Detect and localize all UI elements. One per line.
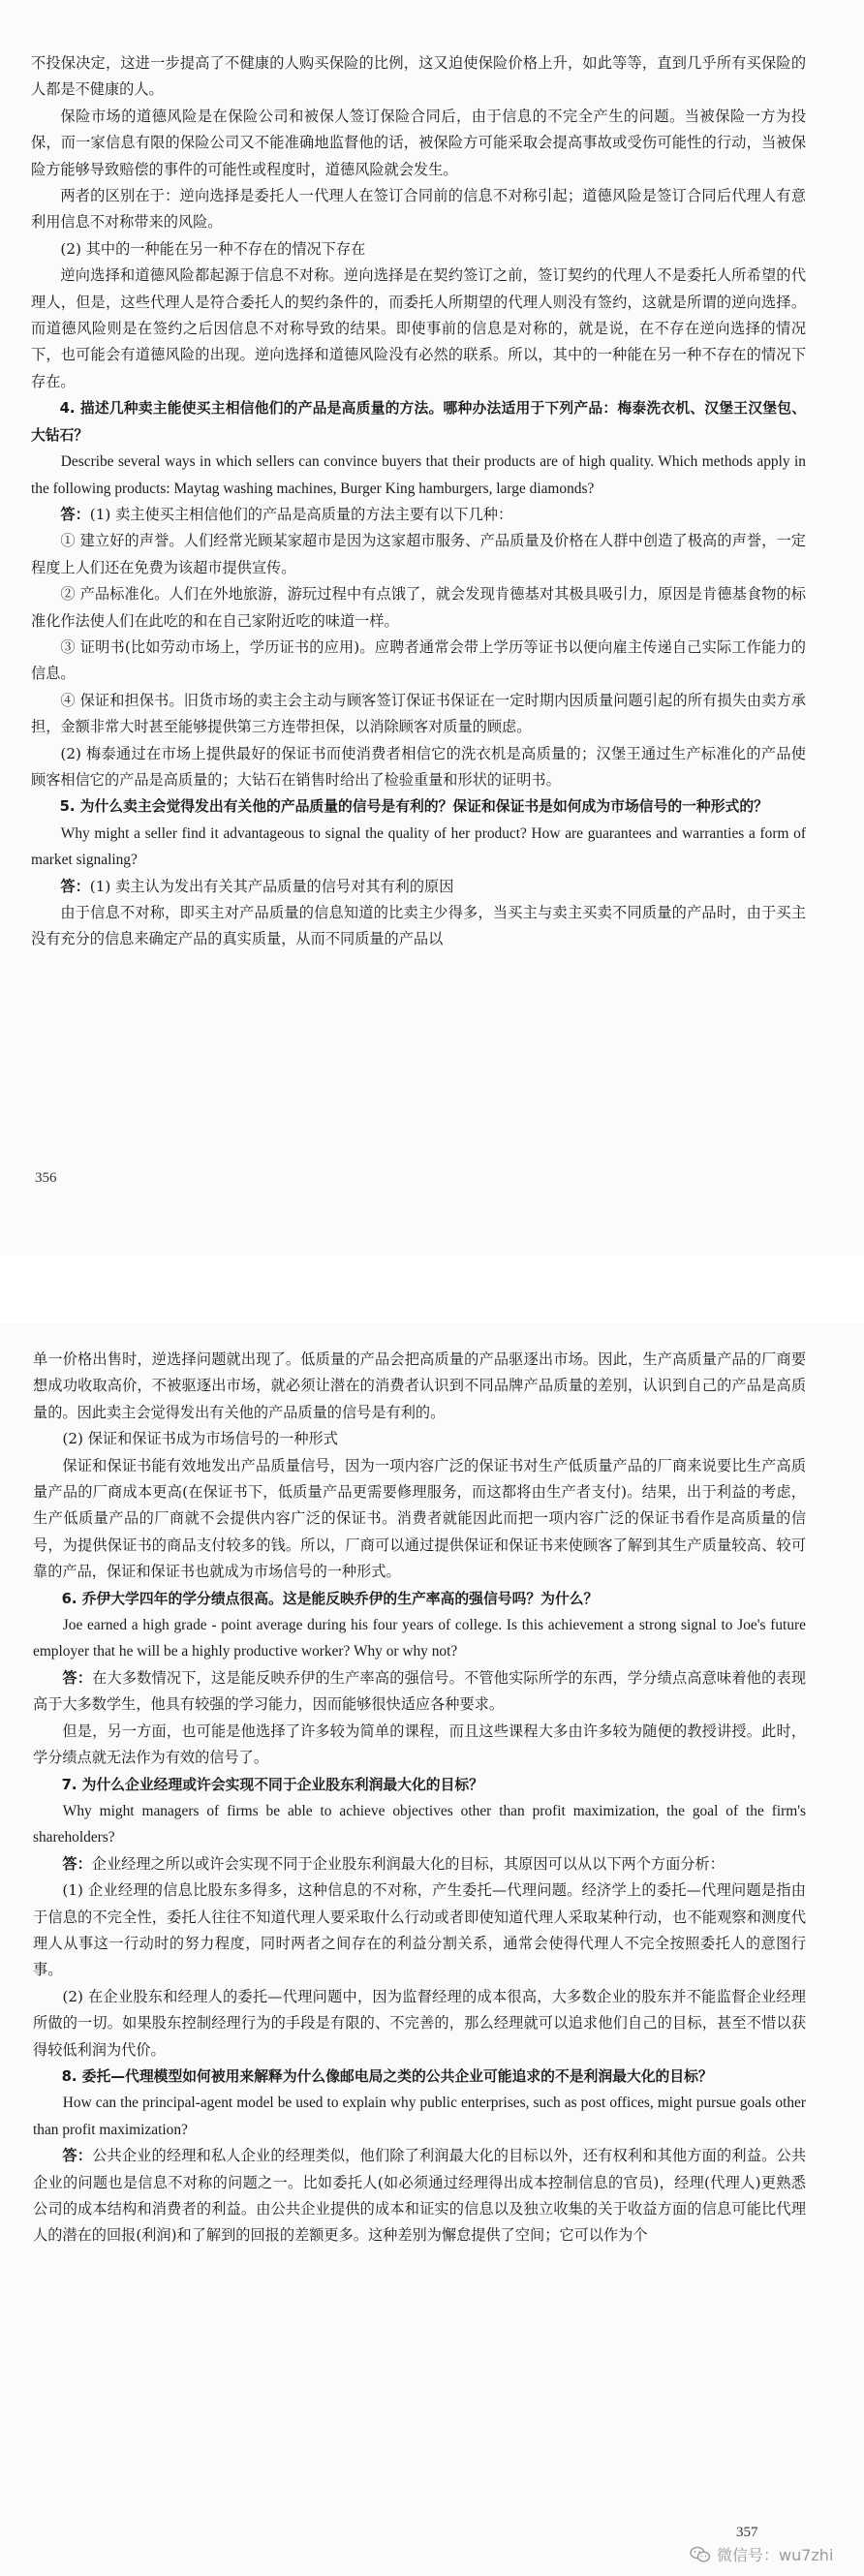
page-gap — [0, 1256, 864, 1323]
answer-label: 答： — [60, 877, 90, 895]
answer-text: (1) 卖主认为发出有关其产品质量的信号对其有利的原因 — [89, 877, 454, 895]
paragraph: 逆向选择和道德风险都起源于信息不对称。逆向选择是在契约签订之前，签订契约的代理人不是委托人所希望的代理人，但是，这些代理人是符合委托人的契约条件的，而委托人所期望的代理人则没有签约，这就是所谓的逆向选择。而道德风险则是在签约之后因信息不对称导致的结果。即使事前的信息是对称的，就是说，在不存在逆向选择的情况下，也可能会有道德风险的出现。逆向选择和道德风险没有必然的联系。所以，其中的一种能在另一种不存在的情况下存在。 — [31, 266, 806, 390]
question-heading: 5. 为什么卖主会觉得发出有关他的产品质量的信号是有利的？保证和保证书是如何成为市场信号的一种形式的？ — [59, 798, 768, 816]
paragraph: (1) 企业经理的信息比股东多得多，这种信息的不对称，产生委托—代理问题。经济学上的委托—代理问题是指由于信息的不完全性，委托人往往不知道代理人要采取什么行动或者即使知道代理人采取某种行动，也不能观察和测度代理人从事这一行动时的努力程度，同时两者之间存在的利益分割关系，通常会使得代理人不完全按照委托人的意图行事。 — [33, 1881, 806, 1979]
english-question: How can the principal-agent model be used to explain why public enterprises, such as post offices, might pursue goals other than profit maximization? — [33, 2095, 806, 2138]
page-number: 357 — [736, 2525, 758, 2540]
answer-text: 在大多数情况下，这是能反映乔伊的生产率高的强信号。不管他实际所学的东西，学分绩点高意味着他的表现高于大多数学生，他具有较强的学习能力，因而能够很快适应各种要求。 — [33, 1668, 807, 1714]
answer-paragraph — [31, 502, 806, 528]
question-heading: 8. 委托—代理模型如何被用来解释为什么像邮电局之类的公共企业可能追求的不是利润最大化的目标？ — [61, 2067, 713, 2085]
subheading: (2) 保证和保证书成为市场信号的一种形式 — [62, 1430, 338, 1448]
answer-paragraph — [33, 1851, 806, 1878]
paragraph: ① 建立好的声誉。人们经常光顾某家超市是因为这家超市服务、产品质量及价格在人群中创造了极高的声誉，一定程度上人们还在免费为该超市提供宣传。 — [31, 532, 806, 576]
english-question: Why might managers of firms be able to achieve objectives other than profit maximization, the goal of the firm's shareholders? — [33, 1802, 806, 1847]
page-number: 356 — [35, 1170, 57, 1186]
question-heading: 6. 乔伊大学四年的学分绩点很高。这是能反映乔伊的生产率高的强信号吗？为什么？ — [61, 1590, 599, 1607]
paragraph: 保险市场的道德风险是在保险公司和被保人签订保险合同后，由于信息的不完全产生的问题。当被保险一方为投保，而一家信息有限的保险公司又不能准确地监督他的话，被保险方可能采取会提高事故或受伤可能性的行动，当被保险方能够导致赔偿的事件的可能性或程度时，道德风险就会发生。 — [31, 107, 806, 178]
answer-text: 企业经理之所以或许会实现不同于企业股东利润最大化的目标，其原因可以从以下两个方面分析： — [91, 1854, 725, 1873]
book-page-357 — [0, 1323, 864, 2576]
paragraph: (2) 在企业股东和经理人的委托—代理问题中，因为监督经理的成本很高，大多数企业的股东并不能监督企业经理所做的一切。如果股东控制经理行为的手段是有限的、不完善的，那么经理就可以追求他们自己的目标，甚至不惜以获得较低利润为代价。 — [33, 1987, 806, 2059]
answer-label: 答： — [62, 1668, 93, 1687]
paragraph: ② 产品标准化。人们在外地旅游，游玩过程中有点饿了，就会发现肯德基对其极具吸引力，原因是肯德基食物的标准化作法使人们在此吃的和在自己家附近吃的味道一样。 — [31, 585, 806, 630]
paragraph: ③ 证明书(比如劳动市场上，学历证书的应用)。应聘者通常会带上学历等证书以便向雇主传递自己实际工作能力的信息。 — [31, 637, 806, 683]
answer-label: 答： — [62, 2147, 93, 2165]
english-question: Why might a seller find it advantageous to signal the quality of her product? How are guarantees and warranties a form of market signaling? — [31, 824, 806, 869]
wechat-icon — [690, 2546, 711, 2563]
paragraph: (2) 梅泰通过在市场上提供最好的保证书而使消费者相信它的洗衣机是高质量的；汉堡王通过生产标准化的产品使顾客相信它的产品是高质量的；大钻石在销售时给出了检验重量和形状的证明书。 — [31, 744, 806, 789]
paragraph: 但是，另一方面，也可能是他选择了许多较为简单的课程，而且这些课程大多由许多较为随便的教授讲授。此时，学分绩点就无法作为有效的信号了。 — [33, 1722, 806, 1767]
answer-label: 答： — [62, 1854, 92, 1873]
english-question: Joe earned a high grade - point average during his four years of college. Is this achievement a strong signal to Joe's future employer that he will be a highly productive worker? Why or why not? — [33, 1617, 806, 1660]
answer-paragraph — [31, 874, 806, 900]
answer-paragraph — [33, 2143, 806, 2250]
paragraph: 单一价格出售时，逆选择问题就出现了。低质量的产品会把高质量的产品驱逐出市场。因此，生产高质量产品的厂商要想成功收取高价，不被驱逐出市场，就必须让潜在的消费者认识到不同品牌产品质量的差别，认识到自己的产品是高质量的。因此卖主会觉得发出有关他的产品质量的信号是有利的。 — [33, 1350, 806, 1421]
english-question: Describe several ways in which sellers can convince buyers that their products are of high quality. Which methods apply in the following products: Maytag washing machines, Burger King hamburgers, large diamonds? — [31, 453, 806, 497]
watermark-text: 微信号：wu7zhi — [717, 2546, 834, 2564]
subheading: (2) 其中的一种能在另一种不存在的情况下存在 — [60, 239, 366, 258]
paragraph: 由于信息不对称，即买主对产品质量的信息知道的比卖主少得多，当买主与卖主买卖不同质量的产品时，由于买主没有充分的信息来确定产品的真实质量，从而不同质量的产品以 — [31, 904, 806, 948]
paragraph: ④ 保证和担保书。旧货市场的卖主会主动与顾客签订保证书保证在一定时期内因质量问题引起的所有损失由卖方承担，金额非常大时甚至能够提供第三方连带担保，以消除顾客对质量的顾虑。 — [31, 691, 806, 736]
paragraph: 保证和保证书能有效地发出产品质量信号，因为一项内容广泛的保证书对生产低质量产品的厂商来说要比生产高质量产品的厂商成本更高(在保证书下，低质量产品更需要修理服务，而这都将由生产者支付)。结果，出于利益的考虑，生产低质量产品的厂商就不会提供内容广泛的保证书。消费者就能因此而把一项内容广泛的保证书看作是高质量的信号，为提供保证书的商品支付较多的钱。所以，厂商可以通过提供保证和保证书来使顾客了解到其生产质量较高、较可靠的产品，保证和保证书也就成为市场信号的一种形式。 — [33, 1456, 806, 1581]
answer-label: 答： — [60, 505, 90, 523]
paragraph: 两者的区别在于：逆向选择是委托人一代理人在签订合同前的信息不对称引起；道德风险是签订合同后代理人有意利用信息不对称带来的风险。 — [31, 187, 806, 232]
question-heading: 4. 描述几种卖主能使买主相信他们的产品是高质量的方法。哪种办法适用于下列产品：梅泰洗衣机、汉堡王汉堡包、大钻石？ — [31, 400, 806, 444]
watermark — [690, 2543, 833, 2565]
paragraph: 不投保决定，这进一步提高了不健康的人购买保险的比例，这又迫使保险价格上升，如此等等，直到几乎所有买保险的人都是不健康的人。 — [31, 54, 806, 99]
book-page-356 — [0, 0, 864, 1256]
answer-paragraph — [33, 1665, 806, 1719]
question-heading: 7. 为什么企业经理或许会实现不同于企业股东利润最大化的目标？ — [61, 1776, 483, 1793]
answer-text: 公共企业的经理和私人企业的经理类似，他们除了利润最大化的目标以外，还有权利和其他方面的利益。公共企业的问题也是信息不对称的问题之一。比如委托人(如必须通过经理得出成本控制信息的官员)，经理(代理人)更熟悉公司的成本结构和消费者的利益。由公共企业提供的成本和证实的信息以及独立收集的关于收益方面的信息可能比代理人的潜在的回报(利润)和了解到的回报的差额更多。这种差别为懈怠提供了空间；它可以作为个 — [33, 2147, 807, 2245]
answer-text: (1) 卖主使买主相信他们的产品是高质量的方法主要有以下几种： — [89, 505, 513, 523]
